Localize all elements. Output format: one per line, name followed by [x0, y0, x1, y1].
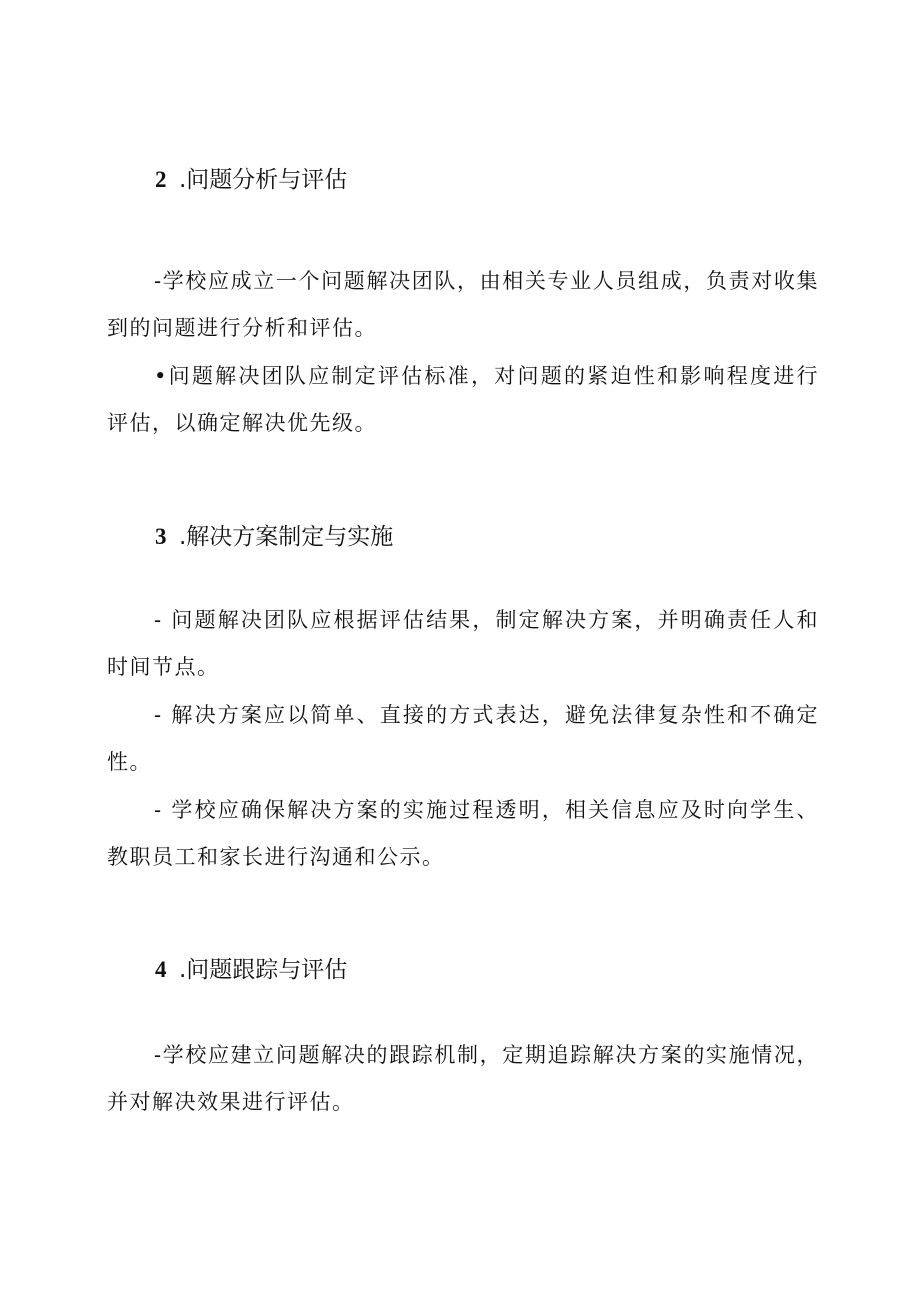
- section-title: .问题跟踪与评估: [179, 957, 348, 983]
- paragraph: - 问题解决团队应根据评估结果，制定解决方案，并明确责任人和时间节点。: [107, 608, 819, 679]
- paragraph: -学校应成立一个问题解决团队，由相关专业人员组成，负责对收集到的问题进行分析和评估。: [107, 269, 819, 340]
- section-number: 4: [155, 957, 167, 982]
- paragraph: -学校应建立问题解决的跟踪机制，定期追踪解决方案的实施情况，并对解决效果进行评估。: [107, 1043, 819, 1114]
- section-heading-2: [155, 165, 347, 195]
- section-heading-4: [155, 955, 347, 985]
- section-title: .解决方案制定与实施: [179, 524, 394, 550]
- section-number: 3: [155, 524, 167, 549]
- section-number: 2: [155, 167, 167, 192]
- paragraph: - 学校应确保解决方案的实施过程透明，相关信息应及时向学生、教职员工和家长进行沟通和公示。: [107, 798, 819, 869]
- section-heading-3: [155, 522, 393, 552]
- paragraph: - 解决方案应以简单、直接的方式表达，避免法律复杂性和不确定性。: [107, 703, 819, 774]
- paragraph: •问题解决团队应制定评估标准，对问题的紧迫性和影响程度进行评估，以确定解决优先级。: [107, 364, 819, 435]
- section-title: .问题分析与评估: [179, 167, 348, 193]
